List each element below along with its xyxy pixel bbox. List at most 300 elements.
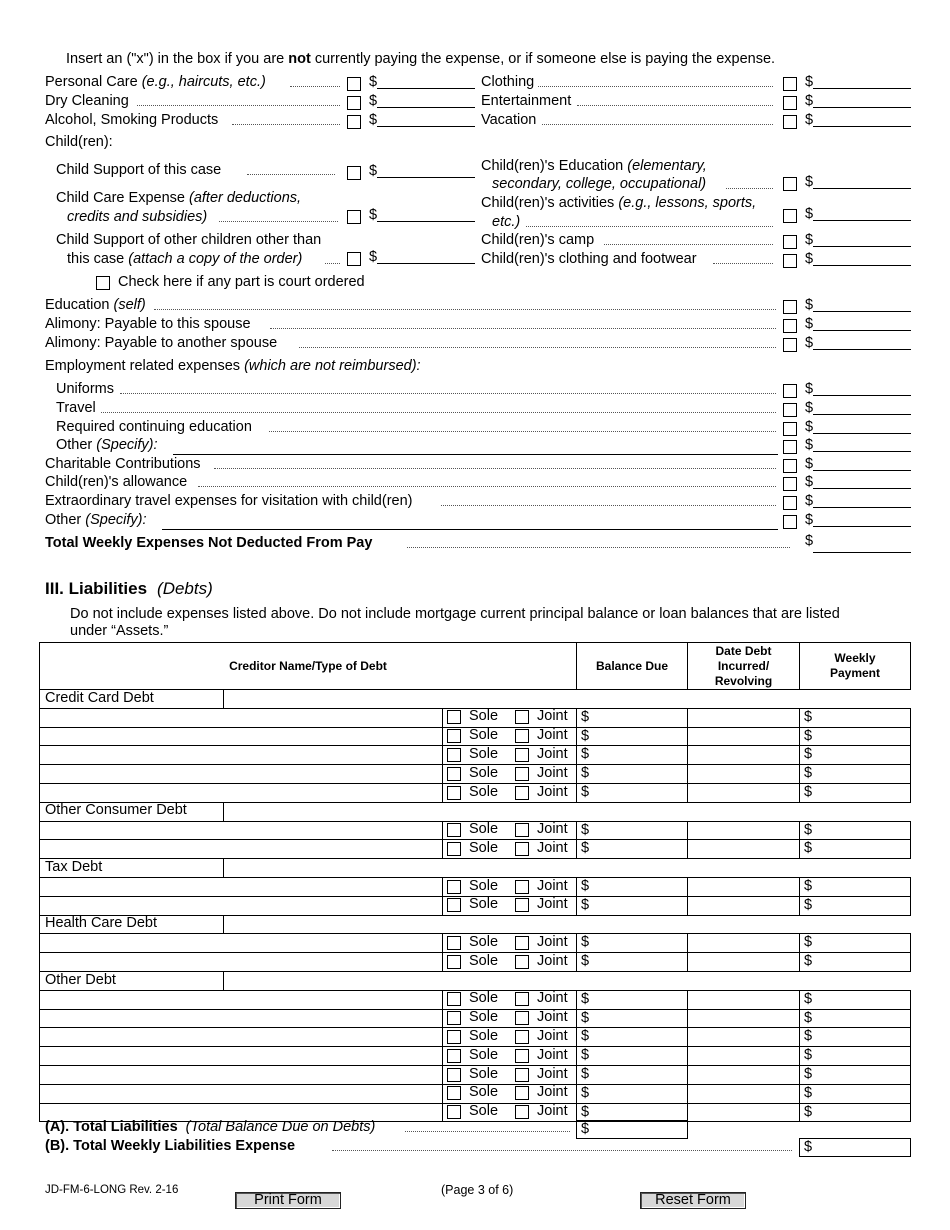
dot-leader [101,400,776,413]
dot-leader [137,93,340,106]
full-row-b-1-not-paying-checkbox[interactable] [783,477,797,491]
dollar-sign: $ [581,765,590,782]
employment-row-1-not-paying-checkbox[interactable] [783,403,797,417]
joint-label: Joint [537,783,568,800]
divider [687,877,688,896]
left-expense-1-not-paying-checkbox[interactable] [347,96,361,110]
childrens-education-italic: (elementary, [627,158,707,174]
sole-checkbox[interactable] [447,1105,461,1119]
creditor-name-input[interactable] [39,821,442,841]
joint-checkbox[interactable] [515,729,529,743]
divider [687,990,688,1009]
child-support-this-case-not-paying-checkbox[interactable] [347,166,361,180]
creditor-name-input[interactable] [39,783,442,803]
instruction-text [66,51,775,68]
joint-checkbox[interactable] [515,767,529,781]
full-row-a-2-not-paying-checkbox[interactable] [783,338,797,352]
debt-group-name: Tax Debt [45,858,103,875]
employment-row-0-amount-field[interactable] [813,395,911,396]
creditor-name-input[interactable] [39,933,442,953]
childrens-education-2 [492,176,706,193]
dot-leader [332,1138,792,1151]
divider [799,933,800,952]
total-liabilities-field[interactable] [576,1120,688,1139]
court-ordered-checkbox[interactable] [96,276,110,290]
joint-label: Joint [537,1065,568,1082]
joint-checkbox[interactable] [515,1086,529,1100]
childrens-clothing-amount-field[interactable] [813,265,911,266]
sole-checkbox[interactable] [447,729,461,743]
right-expense-2-not-paying-checkbox[interactable] [783,115,797,129]
instruction-bold: not [288,51,311,67]
col-header-weekly: Weekly Payment [799,642,911,690]
dot-leader [604,232,773,245]
child-support-other-children-not-paying-checkbox[interactable] [347,252,361,266]
employment-other-amount-field[interactable] [813,451,911,452]
divider [687,764,688,783]
joint-checkbox[interactable] [515,710,529,724]
full-row-a-0-amount-field[interactable] [813,311,911,312]
instruction-post: currently paying the expense, or if someone else is paying the expense. [310,51,776,67]
sole-checkbox[interactable] [447,898,461,912]
divider [442,1065,443,1084]
divider [799,877,800,896]
divider [799,708,800,727]
liabilities-heading-italic: (Debts) [157,579,213,598]
childrens-education-text: Child(ren)'s Education [481,158,628,174]
left-expense-1 [45,93,129,110]
divider [442,877,443,896]
childrens-clothing-not-paying-checkbox[interactable] [783,254,797,268]
total-liabilities-label-text: (A). Total Liabilities [45,1119,178,1135]
divider [799,821,800,840]
full-row-a-1-not-paying-checkbox[interactable] [783,319,797,333]
dot-leader [120,381,776,394]
full-row-b-1-amount-field[interactable] [813,488,911,489]
divider [442,1084,443,1103]
print-form-button[interactable]: Print Form [235,1192,341,1209]
divider [799,896,800,915]
dollar-sign: $ [581,727,590,744]
divider [799,1065,800,1084]
dot-leader [214,456,776,469]
dollar-sign: $ [804,1066,813,1082]
dollar-sign: $ [805,251,814,267]
divider [442,896,443,915]
dollar-sign: $ [804,1009,813,1026]
dollar-sign: $ [805,533,814,549]
employment-row-0-not-paying-checkbox[interactable] [783,384,797,398]
divider [442,708,443,727]
dollar-sign: $ [805,474,814,490]
divider [576,1046,577,1065]
childrens-activities-text: Child(ren)'s activities [481,195,619,211]
full-row-a-0-italic: (self) [113,297,146,313]
sole-checkbox[interactable] [447,1086,461,1100]
divider [442,783,443,802]
dollar-sign: $ [369,112,378,128]
child-care-expense-not-paying-checkbox[interactable] [347,210,361,224]
dot-leader [577,93,773,106]
joint-checkbox[interactable] [515,1105,529,1119]
total-weekly-expenses-field[interactable] [813,552,911,553]
dollar-sign: $ [805,74,814,90]
full-row-a-0-not-paying-checkbox[interactable] [783,300,797,314]
dot-leader [270,316,776,329]
child-support-other-children-2-italic: (attach a copy of the order) [128,251,303,267]
creditor-name-input[interactable] [39,952,442,972]
dollar-sign: $ [581,784,590,800]
dollar-sign: $ [805,297,814,313]
dollar-sign: $ [581,1103,590,1120]
employment-row-1-amount-field[interactable] [813,414,911,415]
right-expense-2-amount-field[interactable] [813,126,911,127]
dot-leader [441,493,776,506]
child-care-expense [56,190,301,207]
dollar-sign: $ [369,93,378,109]
sole-checkbox[interactable] [447,936,461,950]
creditor-name-input[interactable] [39,764,442,784]
sole-label: Sole [469,727,499,744]
dollar-sign: $ [581,1066,590,1082]
other-specify-amount-field[interactable] [813,526,911,527]
child-care-expense-amount-field[interactable] [377,221,475,222]
left-expense-2-not-paying-checkbox[interactable] [347,115,361,129]
instruction-pre: Insert an ("x") in the box if you are [66,51,289,67]
joint-label: Joint [537,821,568,838]
left-expense-0-amount-field[interactable] [377,88,475,89]
left-expense-0-italic: (e.g., haircuts, etc.) [141,74,266,90]
sole-label: Sole [469,839,499,856]
other-specify-field[interactable] [162,529,778,530]
dollar-sign: $ [804,1047,813,1064]
divider [687,896,688,915]
creditor-name-input[interactable] [39,708,442,728]
child-care-expense-2-italic: credits and subsidies) [67,209,208,225]
dot-leader [713,251,773,264]
sole-label: Sole [469,1009,499,1026]
joint-checkbox[interactable] [515,1030,529,1044]
dollar-sign: $ [369,163,378,179]
dollar-sign: $ [581,934,590,951]
sole-label: Sole [469,933,499,950]
joint-label: Joint [537,1084,568,1101]
divider [442,1027,443,1046]
dollar-sign: $ [369,249,378,265]
joint-checkbox[interactable] [515,1049,529,1063]
left-expense-2-amount-field[interactable] [377,126,475,127]
divider [442,821,443,840]
creditor-name-input[interactable] [39,1084,442,1104]
group-top-line[interactable] [224,802,911,803]
right-expense-1-amount-field[interactable] [813,107,911,108]
dot-leader [542,112,773,125]
full-row-b-0-amount-field[interactable] [813,470,911,471]
left-expense-1-amount-field[interactable] [377,107,475,108]
dollar-sign: $ [804,727,813,744]
divider [799,764,800,783]
sole-checkbox[interactable] [447,823,461,837]
divider [576,933,577,952]
dot-leader [726,176,773,189]
joint-label: Joint [537,1027,568,1044]
child-support-other-children-amount-field[interactable] [377,263,475,264]
dollar-sign: $ [581,840,590,857]
left-expense-2-text: Alcohol, Smoking Products [45,112,219,128]
childrens-camp-amount-field[interactable] [813,246,911,247]
sole-checkbox[interactable] [447,1049,461,1063]
divider [442,745,443,764]
debt-group-name: Credit Card Debt [45,689,154,706]
sole-label: Sole [469,1065,499,1082]
childrens-camp-not-paying-checkbox[interactable] [783,235,797,249]
dot-leader [290,74,340,87]
child-care-expense-italic: (after deductions, [189,190,302,206]
child-support-other-children: Child Support of other children other than [56,232,322,248]
divider [687,933,688,952]
sole-label: Sole [469,952,499,969]
col-header-date: Date Debt Incurred/ Revolving [687,642,800,690]
divider [687,745,688,764]
divider [576,764,577,783]
dot-leader [198,474,776,487]
joint-label: Joint [537,877,568,894]
full-row-a-2-amount-field[interactable] [813,349,911,350]
divider [799,1084,800,1103]
sole-label: Sole [469,764,499,781]
dollar-sign: $ [805,437,814,453]
dollar-sign: $ [581,746,590,763]
childrens-activities-2 [492,214,520,231]
sole-checkbox[interactable] [447,955,461,969]
full-row-b-2-not-paying-checkbox[interactable] [783,496,797,510]
childrens-activities-not-paying-checkbox[interactable] [783,209,797,223]
sole-label: Sole [469,821,499,838]
total-weekly-liabilities-field[interactable] [799,1138,911,1157]
divider [799,1103,800,1122]
dollar-sign: $ [804,708,813,725]
divider [687,708,688,727]
dollar-sign: $ [805,381,814,397]
divider [799,952,800,971]
right-expense-0-amount-field[interactable] [813,88,911,89]
childrens-education-amount-field[interactable] [813,188,911,189]
dot-leader [154,297,776,310]
childrens-camp: Child(ren)'s camp [481,232,595,248]
creditor-name-input[interactable] [39,1046,442,1066]
left-expense-2 [45,112,218,129]
child-support-other-children-2 [67,251,302,268]
joint-label: Joint [537,1046,568,1063]
joint-checkbox[interactable] [515,936,529,950]
form-id: JD-FM-6-LONG Rev. 2-16 [45,1184,179,1196]
dollar-sign: $ [581,708,590,725]
dollar-sign: $ [804,953,813,970]
dollar-sign: $ [581,878,590,894]
group-top-line[interactable] [224,971,911,972]
creditor-name-input[interactable] [39,990,442,1010]
dollar-sign: $ [804,765,813,782]
dollar-sign: $ [805,112,814,128]
divider [576,745,577,764]
sole-checkbox[interactable] [447,767,461,781]
full-row-a-1-text: Alimony: Payable to this spouse [45,316,251,332]
sole-checkbox[interactable] [447,1030,461,1044]
divider [799,1009,800,1028]
creditor-name-input[interactable] [39,896,442,916]
employment-row-0: Uniforms [56,381,115,397]
sole-label: Sole [469,1103,499,1120]
divider [576,877,577,896]
full-row-a-2-text: Alimony: Payable to another spouse [45,335,278,351]
dollar-sign: $ [805,456,814,472]
creditor-name-input[interactable] [39,727,442,747]
divider [576,821,577,840]
dollar-sign: $ [804,784,813,800]
joint-label: Joint [537,745,568,762]
divider [576,1065,577,1084]
divider [687,839,688,858]
sole-checkbox[interactable] [447,992,461,1006]
childrens-education-2-italic: secondary, college, occupational) [492,176,707,192]
sole-checkbox[interactable] [447,786,461,800]
group-top-line[interactable] [224,689,911,690]
divider [799,745,800,764]
group-top-line[interactable] [224,915,911,916]
divider [687,952,688,971]
child-support-other-children-2-text: this case [67,251,129,267]
group-top-line[interactable] [224,858,911,859]
divider [576,990,577,1009]
other-specify [45,512,147,529]
dollar-sign: $ [581,1009,590,1026]
child-support-this-case-amount-field[interactable] [377,177,475,178]
joint-label: Joint [537,1103,568,1120]
joint-checkbox[interactable] [515,880,529,894]
divider [687,727,688,746]
joint-label: Joint [537,990,568,1007]
full-row-a-1-amount-field[interactable] [813,330,911,331]
divider [442,990,443,1009]
childrens-activities-amount-field[interactable] [813,220,911,221]
sole-checkbox[interactable] [447,710,461,724]
joint-label: Joint [537,727,568,744]
joint-checkbox[interactable] [515,842,529,856]
joint-label: Joint [537,933,568,950]
dollar-sign: $ [581,1084,590,1101]
joint-label: Joint [537,764,568,781]
joint-label: Joint [537,839,568,856]
right-expense-1-not-paying-checkbox[interactable] [783,96,797,110]
divider [799,1027,800,1046]
divider [576,1027,577,1046]
dot-leader [269,419,776,432]
joint-checkbox[interactable] [515,748,529,762]
dollar-sign: $ [804,990,813,1007]
sole-label: Sole [469,990,499,1007]
divider [799,990,800,1009]
joint-checkbox[interactable] [515,955,529,969]
divider [576,1009,577,1028]
sole-checkbox[interactable] [447,842,461,856]
employment-row-2: Required continuing education [56,419,252,435]
total-liabilities-label [45,1119,375,1136]
full-row-b-2-amount-field[interactable] [813,507,911,508]
divider [576,708,577,727]
dollar-sign: $ [804,1139,813,1155]
divider [576,783,577,802]
childrens-activities-2-italic: etc.) [492,214,521,230]
full-row-b-0-not-paying-checkbox[interactable] [783,459,797,473]
employment-heading-text: Employment related expenses [45,358,245,374]
col-header-balance: Balance Due [576,642,688,690]
employment-row-2-not-paying-checkbox[interactable] [783,422,797,436]
employment-row-1: Travel [56,400,96,416]
dot-leader [526,214,773,227]
sole-checkbox[interactable] [447,1011,461,1025]
dollar-sign: $ [804,878,813,894]
divider [576,1084,577,1103]
joint-checkbox[interactable] [515,992,529,1006]
left-expense-0-not-paying-checkbox[interactable] [347,77,361,91]
joint-checkbox[interactable] [515,786,529,800]
dollar-sign: $ [581,896,590,913]
divider [442,764,443,783]
left-expense-1-text: Dry Cleaning [45,93,129,109]
sole-label: Sole [469,877,499,894]
sole-checkbox[interactable] [447,1068,461,1082]
dollar-sign: $ [805,206,814,222]
dollar-sign: $ [804,1084,813,1101]
creditor-name-input[interactable] [39,1009,442,1029]
creditor-name-input[interactable] [39,745,442,765]
full-row-a-0-text: Education [45,297,114,313]
joint-checkbox[interactable] [515,823,529,837]
employment-other-not-paying-checkbox[interactable] [783,440,797,454]
joint-label: Joint [537,708,568,725]
liabilities-note-2: under “Assets.” [70,623,169,639]
dot-leader [299,335,776,348]
creditor-name-input[interactable] [39,1027,442,1047]
page-number: (Page 3 of 6) [441,1183,514,1197]
creditor-name-input[interactable] [39,1065,442,1085]
right-expense-0: Clothing [481,74,535,90]
creditor-name-input[interactable] [39,877,442,897]
dot-leader [325,251,340,264]
joint-checkbox[interactable] [515,1011,529,1025]
sole-label: Sole [469,1084,499,1101]
divider [687,1046,688,1065]
creditor-name-input[interactable] [39,839,442,859]
dollar-sign: $ [804,840,813,857]
joint-checkbox[interactable] [515,1068,529,1082]
dollar-sign: $ [804,821,813,838]
childrens-education-not-paying-checkbox[interactable] [783,177,797,191]
joint-label: Joint [537,1009,568,1026]
debt-group-name: Other Debt [45,971,116,988]
right-expense-0-not-paying-checkbox[interactable] [783,77,797,91]
joint-checkbox[interactable] [515,898,529,912]
sole-checkbox[interactable] [447,880,461,894]
sole-checkbox[interactable] [447,748,461,762]
other-specify-not-paying-checkbox[interactable] [783,515,797,529]
debt-group-name: Other Consumer Debt [45,802,187,819]
employment-row-2-amount-field[interactable] [813,433,911,434]
reset-form-button[interactable]: Reset Form [640,1192,746,1209]
liabilities-heading-text: III. Liabilities [45,579,148,598]
employment-other-specify-field[interactable] [173,454,778,455]
childrens-activities-italic: (e.g., lessons, sports, [618,195,757,211]
